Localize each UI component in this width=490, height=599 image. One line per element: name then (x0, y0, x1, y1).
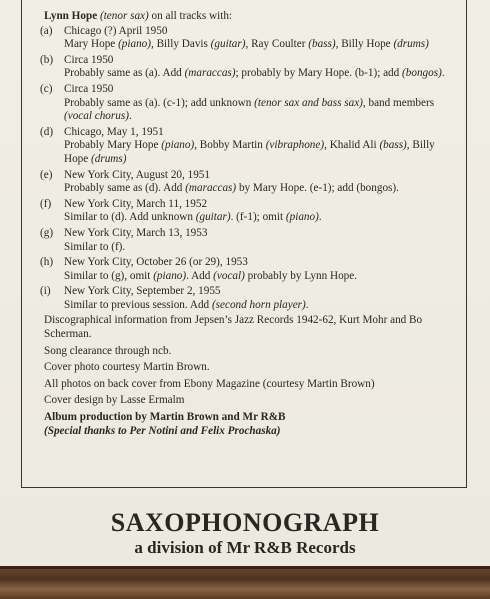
session-label: (i) (40, 285, 51, 298)
credit-note: Song clearance through ncb. (44, 344, 172, 357)
credit-note: Discographical information from Jepsen’s Jazz Records 1942-62, Kurt Mohr and Bo Scherman. (44, 314, 423, 341)
session-text: Similar to (g), omit (64, 269, 154, 282)
production-credit: Album production by Martin Brown and Mr R&B (44, 411, 286, 424)
session-text: , band members (362, 96, 435, 109)
session-text: . (128, 110, 132, 123)
session-label: (g) (40, 226, 54, 239)
instrument-text: (vibraphone) (265, 139, 325, 152)
session-label: (h) (40, 256, 54, 269)
session-details (64, 126, 454, 167)
session-text: Chicago, May 1, 1951 (64, 125, 164, 138)
session-entry (40, 53, 454, 81)
session-text: Probably same as (a). Add (64, 67, 185, 80)
session-text: Similar to previous session. Add (64, 298, 212, 311)
label-subtitle: a division of Mr R&B Records (134, 538, 356, 557)
credit-note: Cover design by Lasse Ermalm (44, 394, 185, 407)
session-entry (40, 226, 454, 254)
session-label: (e) (40, 168, 53, 181)
session-label: (b) (40, 53, 54, 66)
session-text: , Billy Hope (335, 38, 394, 51)
session-text: . Add (186, 269, 214, 282)
instrument-text: (tenor sax and bass sax) (254, 96, 363, 109)
instrument-text: (piano) (118, 38, 151, 51)
session-label: (d) (40, 125, 54, 138)
lead-artist: Lynn Hope (44, 10, 98, 22)
session-details (64, 285, 454, 312)
session-entry (40, 256, 454, 283)
instrument-text: (piano) (285, 211, 319, 224)
instrument-text: (guitar) (195, 211, 231, 224)
session-details (64, 227, 454, 254)
instrument-text: (maraccas) (185, 182, 237, 195)
wood-surface (0, 566, 490, 599)
session-text: New York City, March 11, 1952 (64, 197, 208, 210)
session-entry (40, 24, 454, 52)
intro-rest: on all tracks with: (148, 10, 233, 22)
session-details (64, 83, 454, 124)
session-text: . (305, 298, 309, 311)
instrument-text: (drums) (393, 38, 429, 51)
session-text: by Mary Hope. (e-1); add (bongos). (236, 182, 399, 195)
session-text: Probably Mary Hope (64, 139, 162, 152)
session-text: Similar to (d). Add unknown (64, 211, 196, 224)
wood-edge (0, 566, 490, 569)
instrument-text: (second horn player) (211, 298, 306, 311)
instrument-text: (maraccas) (184, 67, 236, 80)
session-details (64, 198, 454, 225)
intro-line (44, 10, 454, 24)
credits-content (40, 10, 454, 438)
session-text: Probably same as (a). (c-1); add unknown (64, 96, 255, 109)
session-entry (40, 168, 454, 196)
session-text: New York City, August 20, 1951 (64, 168, 210, 181)
session-text: , Billy Hope (64, 139, 435, 165)
session-list (40, 24, 454, 313)
instrument-text: (bongos) (402, 67, 442, 80)
instrument-text: (piano) (161, 139, 195, 152)
session-text: Chicago (?) April 1950 (64, 24, 168, 37)
session-entry (40, 125, 454, 167)
session-details (64, 54, 454, 81)
session-text: New York City, March 13, 1953 (64, 226, 208, 239)
session-text: Mary Hope (64, 38, 119, 51)
credit-note: All photos on back cover from Ebony Magazine (courtesy Martin Brown) (44, 377, 375, 390)
special-thanks: (Special thanks to Per Notini and Felix Prochaska) (44, 424, 281, 437)
notes-list (44, 314, 454, 408)
instrument-text: (guitar) (210, 38, 246, 51)
lead-instrument: (tenor sax) (99, 10, 149, 22)
session-text: New York City, September 2, 1955 (64, 285, 221, 298)
session-text: . (f-1); omit (230, 211, 286, 224)
session-text: Circa 1950 (64, 53, 114, 66)
session-text: Circa 1950 (64, 82, 114, 95)
session-text: . (441, 67, 445, 80)
session-text: . (318, 211, 322, 224)
instrument-text: (bass) (308, 38, 336, 51)
session-text: New York City, October 26 (or 29), 1953 (64, 256, 248, 269)
label-title: SAXOPHONOGRAPH (110, 508, 380, 537)
instrument-text: (vocal chorus) (64, 110, 129, 123)
session-text: Similar to (f). (64, 240, 126, 253)
session-label: (a) (40, 24, 53, 37)
session-text: , Billy Davis (151, 38, 211, 51)
session-label: (c) (40, 82, 53, 95)
session-entry (40, 197, 454, 225)
session-text: probably by Lynn Hope. (244, 269, 358, 282)
session-entry (40, 82, 454, 124)
credit-note: Cover photo courtesy Martin Brown. (44, 361, 210, 374)
instrument-text: (vocal) (213, 269, 245, 282)
session-details (64, 169, 454, 196)
session-text: ; probably by Mary Hope. (b-1); add (235, 67, 403, 80)
instrument-text: (bass) (379, 139, 407, 152)
session-label: (f) (40, 197, 52, 210)
session-text: , Ray Coulter (245, 38, 309, 51)
session-text: Probably same as (d). Add (64, 182, 186, 195)
session-entry (40, 285, 454, 312)
session-details (64, 25, 454, 52)
instrument-text: (piano) (153, 269, 187, 282)
session-details (64, 256, 454, 283)
session-text: , Khalid Ali (324, 139, 380, 152)
instrument-text: (drums) (91, 152, 127, 165)
session-text: , Bobby Martin (194, 139, 266, 152)
